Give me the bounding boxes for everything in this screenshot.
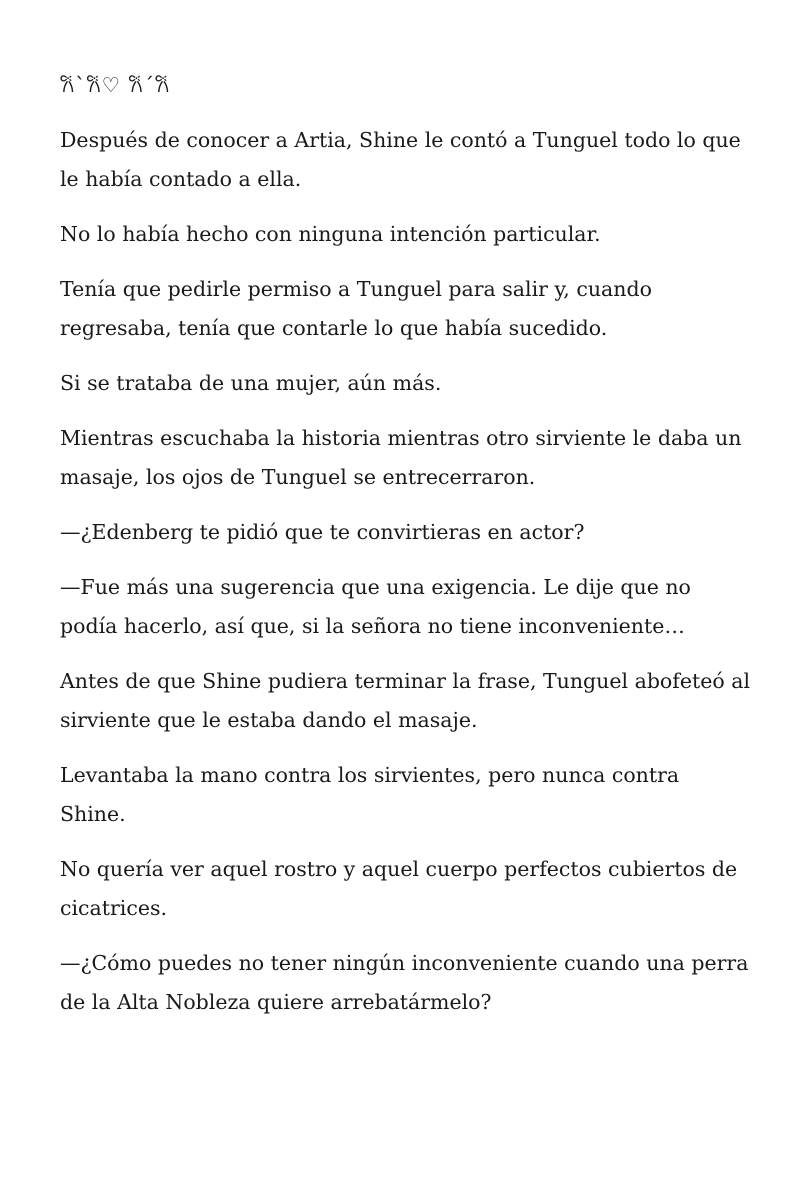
ornament-divider: 𐙚`𐙚♡ 𐙚´𐙚	[60, 73, 171, 97]
paragraph: No lo había hecho con ninguna intención particular.	[60, 222, 601, 246]
paragraph: Antes de que Shine pudiera terminar la frase, Tunguel abofeteó al sirviente que le estaba dando el masaje.	[60, 669, 751, 732]
paragraph: No quería ver aquel rostro y aquel cuerpo perfectos cubiertos de cicatrices.	[60, 857, 738, 920]
dialogue-line: —¿Edenberg te pidió que te convirtieras en actor?	[60, 520, 585, 544]
paragraph: Después de conocer a Artia, Shine le contó a Tunguel todo lo que le había contado a ella.	[60, 128, 741, 191]
dialogue-line: —¿Cómo puedes no tener ningún inconveniente cuando una perra de la Alta Nobleza quiere arrebatármelo?	[60, 951, 749, 1014]
paragraph: Tenía que pedirle permiso a Tunguel para salir y, cuando regresaba, tenía que contarle lo que había sucedido.	[60, 277, 652, 340]
dialogue-line: —Fue más una sugerencia que una exigencia. Le dije que no podía hacerlo, así que, si la señora no tiene inconveniente…	[60, 575, 691, 638]
document-body	[60, 66, 750, 1038]
paragraph: Si se trataba de una mujer, aún más.	[60, 371, 442, 395]
paragraph: Levantaba la mano contra los sirvientes, pero nunca contra Shine.	[60, 763, 680, 826]
paragraph: Mientras escuchaba la historia mientras otro sirviente le daba un masaje, los ojos de Tunguel se entrecerraron.	[60, 426, 742, 489]
